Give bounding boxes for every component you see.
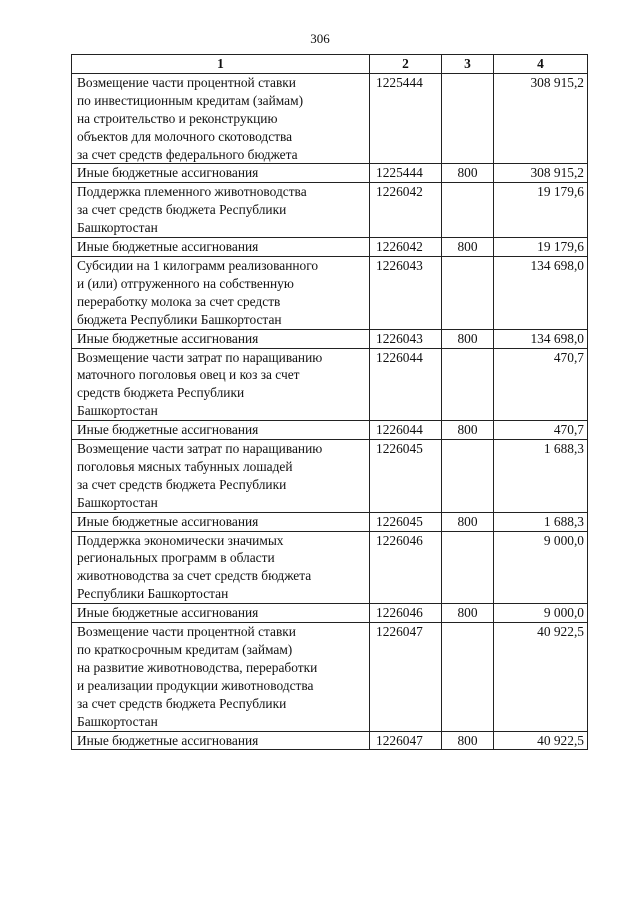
row-amount-cell: 308 915,2 xyxy=(494,164,588,183)
row-code-cell: 1225444 xyxy=(370,164,442,183)
header-row xyxy=(72,55,588,74)
row-name-cell: Иные бюджетные ассигнования xyxy=(72,421,370,440)
row-code-cell: 1226045 xyxy=(370,512,442,531)
row-type-cell: 800 xyxy=(442,604,494,623)
row-amount-cell: 9 000,0 xyxy=(494,531,588,604)
row-code-cell: 1226043 xyxy=(370,329,442,348)
row-code-cell: 1226044 xyxy=(370,421,442,440)
row-amount-cell: 1 688,3 xyxy=(494,440,588,513)
row-amount-cell: 40 922,5 xyxy=(494,731,588,750)
row-type-cell: 800 xyxy=(442,238,494,257)
row-amount-cell: 19 179,6 xyxy=(494,183,588,238)
row-name-cell: Поддержка племенного животноводства за счет средств бюджета Республики Башкортостан xyxy=(72,183,370,238)
column-header-3: 3 xyxy=(442,55,494,74)
row-type-cell xyxy=(442,183,494,238)
column-header-1: 1 xyxy=(72,55,370,74)
row-type-cell xyxy=(442,348,494,421)
row-type-cell: 800 xyxy=(442,164,494,183)
row-name-cell: Субсидии на 1 килограмм реализованного и (или) отгруженного на собственную переработку молока за счет средств бюджета Республики Башкортостан xyxy=(72,256,370,329)
table-row xyxy=(72,512,588,531)
row-amount-cell: 470,7 xyxy=(494,421,588,440)
table-row xyxy=(72,73,588,164)
table-row xyxy=(72,329,588,348)
row-name-cell: Иные бюджетные ассигнования xyxy=(72,731,370,750)
row-name-cell: Возмещение части затрат по наращиванию маточного поголовья овец и коз за счет средств бюджета Республики Башкортостан xyxy=(72,348,370,421)
table-row xyxy=(72,421,588,440)
row-code-cell: 1226046 xyxy=(370,531,442,604)
row-type-cell xyxy=(442,531,494,604)
row-name-cell: Возмещение части процентной ставки по инвестиционным кредитам (займам) на строительство и реконструкцию объектов для молочного скотоводства за счет средств федерального бюджета xyxy=(72,73,370,164)
row-amount-cell: 470,7 xyxy=(494,348,588,421)
row-amount-cell: 9 000,0 xyxy=(494,604,588,623)
row-type-cell xyxy=(442,256,494,329)
row-amount-cell: 134 698,0 xyxy=(494,329,588,348)
row-code-cell: 1225444 xyxy=(370,73,442,164)
row-name-cell: Поддержка экономически значимых региональных программ в области животноводства за счет средств бюджета Республики Башкортостан xyxy=(72,531,370,604)
table-row xyxy=(72,623,588,731)
row-name-cell: Возмещение части затрат по наращиванию поголовья мясных табунных лошадей за счет средств бюджета Республики Башкортостан xyxy=(72,440,370,513)
table-row xyxy=(72,238,588,257)
row-name-cell: Иные бюджетные ассигнования xyxy=(72,329,370,348)
row-code-cell: 1226042 xyxy=(370,183,442,238)
row-name-cell: Иные бюджетные ассигнования xyxy=(72,164,370,183)
row-amount-cell: 134 698,0 xyxy=(494,256,588,329)
column-header-2: 2 xyxy=(370,55,442,74)
row-code-cell: 1226043 xyxy=(370,256,442,329)
table-row xyxy=(72,604,588,623)
row-code-cell: 1226044 xyxy=(370,348,442,421)
table-row xyxy=(72,440,588,513)
table-row xyxy=(72,531,588,604)
row-amount-cell: 1 688,3 xyxy=(494,512,588,531)
row-name-cell: Иные бюджетные ассигнования xyxy=(72,604,370,623)
row-type-cell xyxy=(442,440,494,513)
table-row xyxy=(72,348,588,421)
row-code-cell: 1226047 xyxy=(370,731,442,750)
table-row xyxy=(72,731,588,750)
row-name-cell: Иные бюджетные ассигнования xyxy=(72,512,370,531)
row-type-cell: 800 xyxy=(442,512,494,531)
row-amount-cell: 19 179,6 xyxy=(494,238,588,257)
row-code-cell: 1226047 xyxy=(370,623,442,731)
row-code-cell: 1226042 xyxy=(370,238,442,257)
table-row xyxy=(72,164,588,183)
row-name-cell: Иные бюджетные ассигнования xyxy=(72,238,370,257)
column-header-4: 4 xyxy=(494,55,588,74)
page-number: 306 xyxy=(310,31,330,46)
row-code-cell: 1226045 xyxy=(370,440,442,513)
table-row xyxy=(72,183,588,238)
budget-table-container xyxy=(71,54,588,750)
row-name-cell: Возмещение части процентной ставки по краткосрочным кредитам (займам) на развитие животноводства, переработки и реализации продукции животноводства за счет средств бюджета Республики Башкортостан xyxy=(72,623,370,731)
row-type-cell xyxy=(442,73,494,164)
row-type-cell: 800 xyxy=(442,421,494,440)
budget-table xyxy=(71,54,588,750)
row-type-cell: 800 xyxy=(442,329,494,348)
row-code-cell: 1226046 xyxy=(370,604,442,623)
row-amount-cell: 40 922,5 xyxy=(494,623,588,731)
row-type-cell xyxy=(442,623,494,731)
table-row xyxy=(72,256,588,329)
row-amount-cell: 308 915,2 xyxy=(494,73,588,164)
row-type-cell: 800 xyxy=(442,731,494,750)
